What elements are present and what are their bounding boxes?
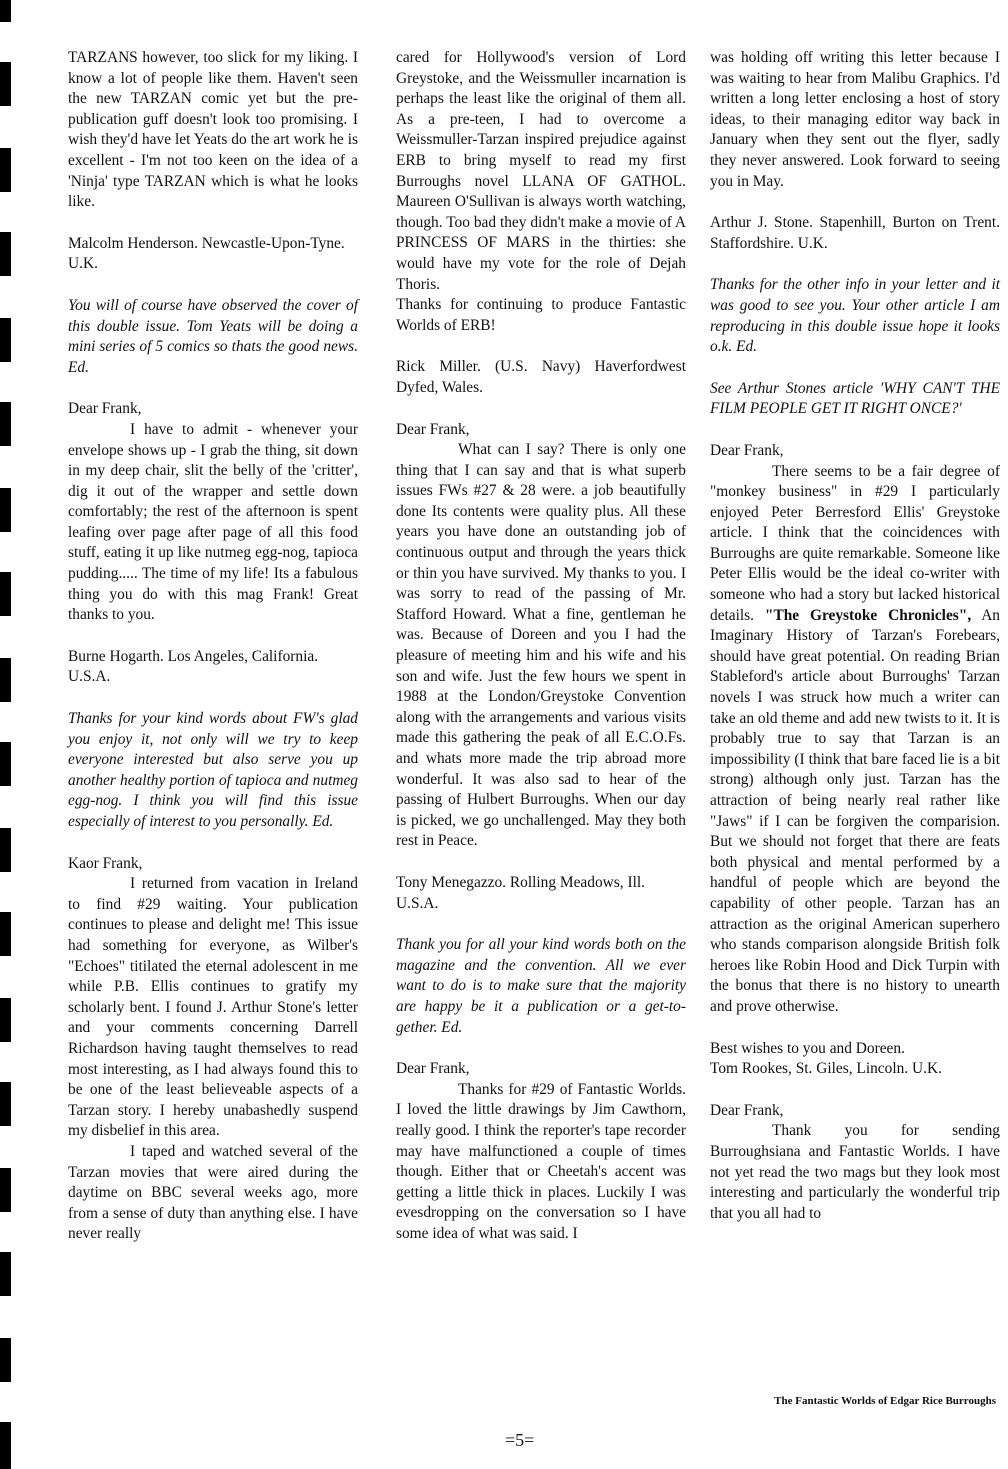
article-title: "The Greystoke Chronicles", bbox=[764, 606, 972, 624]
column-1 bbox=[68, 48, 358, 1266]
editor-reply: Thank you for all your kind words both on the magazine and the convention. All we ever want to do is to make sure that the majority are happy be it a publication or a get-to-gether. Ed. bbox=[396, 936, 686, 1036]
letter-text: I returned from vacation in Ireland to find #29 waiting. Your publication continues to please and delight me! This issue had something for everyone, as Wilber's "Echoes" titilated the eternal adolescent in me while P.B. Ellis continues to gratify my scholarly bent. I found J. Arthur Stone's letter and your comments concerning Darrell Richardson having taught themselves to read most interesting, as I had always found this to be one of the least believeable aspects of a Tarzan story. I hereby unabashedly suspend my disbelief in this area. bbox=[68, 875, 358, 1140]
letter-text: Thanks for #29 of Fantastic Worlds. I loved the little drawings by Jim Cawthorn, really good. I think the reporter's tape recorder may have malfunctioned a couple of times though. Either that or Cheetah's accent was getting a little thick in places. Luckily I was evesdropping on the conversation so I have some idea of what was said. I bbox=[396, 1080, 686, 1242]
salutation: Kaor Frank, bbox=[68, 854, 143, 872]
binding-mark bbox=[0, 1422, 11, 1469]
signature: Malcolm Henderson. Newcastle-Upon-Tyne. U.K. bbox=[68, 234, 345, 273]
salutation: Dear Frank, bbox=[710, 441, 784, 459]
editor-reply: Thanks for the other info in your letter and it was good to see you. Your other article I am reproducing in this double issue hope it looks o.k. Ed. bbox=[710, 276, 1000, 356]
binding-mark bbox=[0, 998, 11, 1042]
letter-text: TARZANS however, too slick for my liking. I know a lot of people like them. Haven't seen the new TARZAN comic yet but the pre-publication guff doesn't look too promising. I wish they'd have let Yeats do the art work he is excellent - I'm not too keen on the idea of a 'Ninja' type TARZAN which is what he looks like. bbox=[68, 49, 358, 211]
letter-text: cared for Hollywood's version of Lord Greystoke, and the Weissmuller incarnation is perhaps the least like the original of them all. As a pre-teen, I had to overcome a Weissmuller-Tarzan inspired prejudice against ERB to bring myself to read my first Burroughs novel LLANA OF GATHOL. Maureen O'Sullivan is always worth watching, though. Too bad they didn't make a movie of A PRINCESS OF MARS in the thirties: she would have my vote for the role of Dejah Thoris. bbox=[396, 49, 686, 293]
binding-mark bbox=[0, 828, 11, 872]
signature: Tony Menegazzo. Rolling Meadows, Ill. U.S.A. bbox=[396, 873, 645, 912]
editor-note: See Arthur Stones article 'WHY CAN'T THE FILM PEOPLE GET IT RIGHT ONCE?' bbox=[710, 379, 1000, 418]
binding-mark bbox=[0, 318, 11, 362]
binding-mark bbox=[0, 912, 11, 956]
running-footer-title: The Fantastic Worlds of Edgar Rice Burroughs bbox=[774, 1395, 996, 1407]
letter-text: I have to admit - whenever your envelope shows up - I grab the thing, sit down in my deep chair, slit the belly of the 'critter', dig it out of the wrapper and settle down comfortably; the rest of the afternoon is spent leafing over page after page of all this food stuff, eating it up like nutmeg egg-nog, tapioca pudding..... The time of my life! Its a fabulous thing you do with this mag Frank! Great thanks to you. bbox=[68, 420, 358, 624]
letter-text: was holding off writing this letter because I was waiting to hear from Malibu Graphics. I'd written a long letter enclosing a host of story ideas, to their managing editor way back in January when they sent out the flyer, sadly they never answered. Look forward to seeing you in May. bbox=[710, 49, 1000, 190]
binding-mark bbox=[0, 1082, 11, 1126]
binding-mark bbox=[0, 742, 11, 786]
editor-reply: You will of course have observed the cover of this double issue. Tom Yeats will be doing a mini series of 5 comics so thats the good news. Ed. bbox=[68, 296, 358, 376]
salutation: Dear Frank, bbox=[68, 400, 142, 418]
binding-mark bbox=[0, 488, 11, 532]
column-3 bbox=[710, 48, 1000, 1245]
binding-mark bbox=[0, 572, 11, 616]
salutation: Dear Frank, bbox=[710, 1101, 784, 1119]
letter-text-part: There seems to be a fair degree of "monkey business" in #29 I particularly enjoyed Peter Berresford Ellis' Greystoke article. I think that the coincidences with Burroughs are quite remarkable. Someone like Peter Ellis would be the ideal co-writer with someone who had a story but lacked historical details. bbox=[710, 462, 1000, 624]
binding-mark bbox=[0, 232, 11, 276]
binding-mark bbox=[0, 0, 11, 22]
binding-mark bbox=[0, 1338, 11, 1382]
letter-text: Thanks for continuing to produce Fantastic Worlds of ERB! bbox=[396, 296, 686, 334]
letter-text: I taped and watched several of the Tarzan movies that were aired during the daytime on BBC several weeks ago, more from a sense of duty than anything else. I have never really bbox=[68, 1142, 358, 1243]
letter-text-part: An Imaginary History of Tarzan's Forebears, should have great potential. On reading Brian Stableford's article about Burroughs' Tarzan novels I was struck how much a writer can take an old theme and add new twists to it. It is probably true to say that Tarzan is an impossibility (I think that bare faced lie is a bit strong) although only just. Tarzan has the attraction of being nearly real rather like "Jaws" if I can be forgiven the comparision. But we should not forget that there are feats both physical and mental performed by a handful of people which are beyond the capability of other people. Tarzan has an attraction as the original American superhero who stands comparison alongside British folk heroes like Robin Hood and Dick Turpin with the bonus that there is no history to unearth and prove otherwise. bbox=[710, 606, 1000, 1015]
signature: Tom Rookes, St. Giles, Lincoln. U.K. bbox=[710, 1060, 942, 1078]
page-number: =5= bbox=[505, 1430, 535, 1450]
closing: Best wishes to you and Doreen. bbox=[710, 1039, 905, 1057]
binding-mark bbox=[0, 1252, 11, 1296]
salutation: Dear Frank, bbox=[396, 420, 470, 438]
binding-mark bbox=[0, 148, 11, 192]
binding-mark bbox=[0, 658, 11, 702]
signature: Rick Miller. (U.S. Navy) Haverfordwest Dyfed, Wales. bbox=[396, 358, 686, 396]
salutation: Dear Frank, bbox=[396, 1060, 470, 1078]
editor-reply: Thanks for your kind words about FW's glad you enjoy it, not only will we try to keep everyone interested but also serve you up another healthy portion of tapioca and nutmeg egg-nog. I think you will find this issue especially of interest to you personally. Ed. bbox=[68, 710, 358, 830]
letter-text: What can I say? There is only one thing that I can say and that is what superb issues FWs #27 & 28 were. a job beautifully done Its contents were quality plus. All these years you have done an outstanding job of continuous output and through the years thick or thin you have survived. My thanks to you. I was sorry to read of the passing of Mr. Stafford Howard. What a fine, gentleman he was. Because of Doreen and you I had the pleasure of meeting him and his wife and his son and wife. Just the few hours we spent in 1988 at the London/Greystoke Convention along with the arrangements and various visits made this gathering the peak of all E.C.O.Fs. and whats more made the trip abroad more wonderful. It was also sad to hear of the passing of Hulbert Burroughs. When our day is picked, we go unchallenged. May they both rest in Peace. bbox=[396, 441, 686, 850]
signature: Arthur J. Stone. Stapenhill, Burton on Trent. Staffordshire. U.K. bbox=[710, 214, 1000, 252]
binding-mark bbox=[0, 402, 11, 446]
binding-mark bbox=[0, 1168, 11, 1212]
column-2 bbox=[396, 48, 686, 1265]
binding-mark bbox=[0, 62, 11, 106]
signature: Burne Hogarth. Los Angeles, California. U.S.A. bbox=[68, 647, 319, 686]
letter-text: Thank you for sending Burroughsiana and Fantastic Worlds. I have not yet read the two mags but they look most interesting and particularly the wonderful trip that you all had to bbox=[710, 1122, 1000, 1222]
letter-text bbox=[710, 462, 1000, 1018]
